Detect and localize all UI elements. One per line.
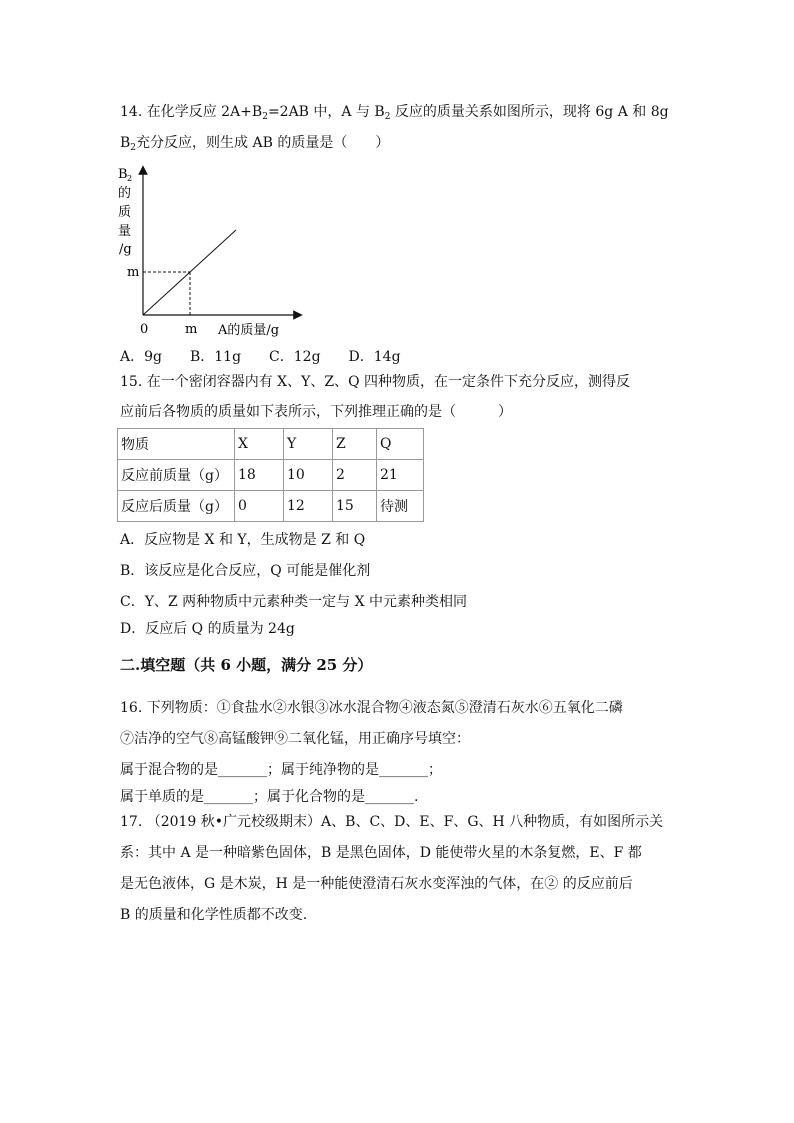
table-cell: 物质: [118, 429, 235, 460]
tick-label-m-x: m: [185, 322, 198, 337]
q16-line1: 16. 下列物质：①食盐水②水银③冰水混合物④液态氮⑤澄清石灰水⑥五氧化二磷: [120, 700, 623, 716]
q14-graph: [110, 160, 310, 345]
table-cell: 待测: [377, 491, 424, 522]
q14-text-b: =2AB 中，A 与 B: [267, 104, 385, 120]
subscript: 2: [384, 112, 391, 122]
y-label-1: 的: [118, 186, 132, 201]
q14-options: A．9g B．11g C．12g D．14g: [120, 349, 401, 365]
tick-label-m-y: m: [127, 265, 140, 280]
q15-option-a: A．反应物是 X 和 Y，生成物是 Z 和 Q: [120, 532, 366, 548]
q16-line3: 属于混合物的是_______；属于纯净物的是_______；: [120, 762, 442, 778]
table-cell: 15: [333, 491, 377, 522]
q15-option-d: D．反应后 Q 的质量为 24g: [120, 621, 295, 637]
table-cell: 12: [284, 491, 333, 522]
table-row: [118, 429, 424, 460]
x-axis-label: A的质量/g: [218, 323, 280, 338]
table-cell: Q: [377, 429, 424, 460]
origin-label: 0: [140, 322, 149, 337]
y-label-0: B: [118, 167, 128, 182]
q17-line4: B 的质量和化学性质都不改变.: [120, 907, 308, 923]
table-cell: 反应后质量（g）: [118, 491, 235, 522]
section-heading: 二.填空题（共 6 小题，满分 25 分）: [120, 656, 373, 674]
q15-option-b: B．该反应是化合反应，Q 可能是催化剂: [120, 563, 371, 579]
y-label-sub: 2: [127, 174, 133, 183]
q15-table: [117, 428, 424, 522]
y-label-3: 量: [118, 224, 132, 239]
table-cell: Y: [284, 429, 333, 460]
table-cell: 2: [333, 460, 377, 491]
table-row: [118, 491, 424, 522]
table-cell: Z: [333, 429, 377, 460]
q14-text-d: B: [120, 135, 131, 151]
q15-option-c: C．Y、Z 两种物质中元素种类一定与 X 中元素种类相同: [120, 594, 467, 610]
y-label-4: /g: [119, 242, 132, 257]
q17-line2: 系：其中 A 是一种暗紫色固体，B 是黑色固体，D 能使带火星的木条复燃，E、F 都: [120, 845, 642, 861]
q17-line1: 17. （2019 秋•广元校级期末）A、B、C、D、E、F、G、H 八种物质，有如图所示关: [120, 814, 664, 830]
q15-line1: 15. 在一个密闭容器内有 X、Y、Z、Q 四种物质，在一定条件下充分反应，测得反: [120, 374, 631, 390]
y-label-2: 质: [118, 205, 132, 220]
q14-text-c: 反应的质量关系如图所示，现将 6g A 和 8g: [390, 104, 669, 120]
q14-line2: [120, 133, 389, 158]
q14-text-e: 充分反应，则生成 AB 的质量是（ ）: [136, 135, 390, 151]
q16-line2: ⑦洁净的空气⑧高锰酸钾⑨二氧化锰，用正确序号填空：: [120, 731, 470, 747]
q14-line1: [120, 102, 669, 127]
table-cell: 18: [235, 460, 284, 491]
table-cell: 10: [284, 460, 333, 491]
q17-line3: 是无色液体，G 是木炭，H 是一种能使澄清石灰水变浑浊的气体，在② 的反应前后: [120, 876, 633, 892]
table-cell: X: [235, 429, 284, 460]
table-row: [118, 460, 424, 491]
q16-line4: 属于单质的是_______；属于化合物的是_______.: [120, 789, 419, 805]
subscript: 2: [130, 143, 137, 153]
table-cell: 反应前质量（g）: [118, 460, 235, 491]
table-cell: 21: [377, 460, 424, 491]
q14-text-a: 14. 在化学反应 2A+B: [120, 104, 263, 120]
subscript: 2: [262, 112, 268, 122]
q15-line2: 应前后各物质的质量如下表所示，下列推理正确的是（ ）: [120, 404, 512, 420]
table-cell: 0: [235, 491, 284, 522]
